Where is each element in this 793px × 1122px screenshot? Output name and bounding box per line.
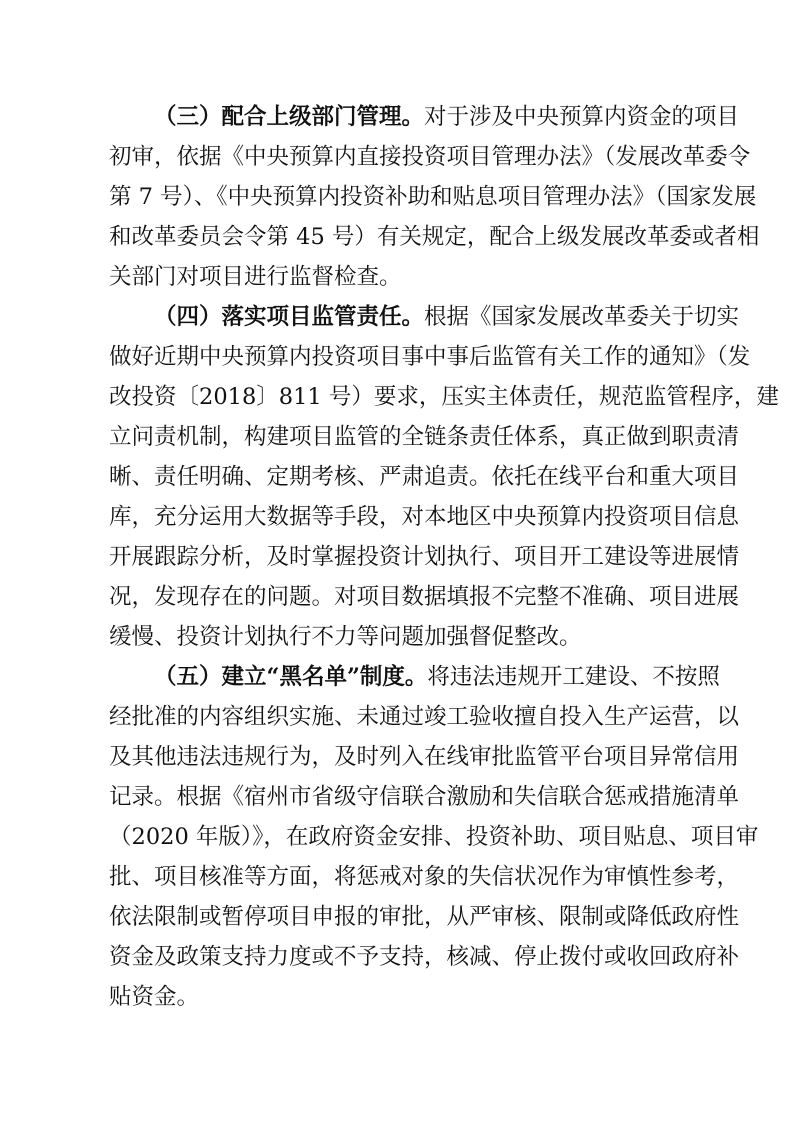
paragraph-line: （2020 年版）》，在政府资金安排、投资补助、项目贴息、项目审	[109, 824, 759, 850]
paragraph-line: 贴资金。	[109, 984, 200, 1010]
paragraph-line: 关部门对项目进行监督检查。	[109, 264, 402, 290]
paragraph-line: 库，充分运用大数据等手段，对本地区中央预算内投资项目信息	[109, 504, 740, 530]
paragraph-line: 初审，依据《中央预算内直接投资项目管理办法》（发展改革委令	[109, 144, 751, 170]
paragraph-line: 及其他违法违规行为，及时列入在线审批监管平台项目异常信用	[109, 744, 740, 770]
section-heading: （四）落实项目监管责任。	[154, 304, 425, 330]
paragraph-line: 批、项目核准等方面，将惩戒对象的失信状况作为审慎性参考，	[109, 864, 740, 890]
paragraph-line: 经批准的内容组织实施、未通过竣工验收擅自投入生产运营，以	[109, 704, 740, 730]
paragraph-text: 对于涉及中央预算内资金的项目	[424, 104, 740, 130]
paragraph-text: 根据《国家发展改革委关于切实	[424, 304, 740, 330]
paragraph-text: 将违法违规开工建设、不按照	[427, 664, 720, 690]
paragraph-line: 记录。根据《宿州市省级守信联合激励和失信联合惩戒措施清单	[109, 784, 740, 810]
paragraph-line	[154, 297, 740, 337]
paragraph-line: 况，发现存在的问题。对项目数据填报不完整不准确、项目进展	[109, 584, 740, 610]
paragraph-line: 立问责机制，构建项目监管的全链条责任体系，真正做到职责清	[109, 424, 740, 450]
paragraph-line: 做好近期中央预算内投资项目事中事后监管有关工作的通知》（发	[109, 344, 751, 370]
paragraph-line: 晰、责任明确、定期考核、严肃追责。依托在线平台和重大项目	[109, 464, 740, 490]
section-heading: （三）配合上级部门管理。	[154, 104, 425, 130]
paragraph-line: 依法限制或暂停项目申报的审批，从严审核、限制或降低政府性	[109, 904, 740, 930]
paragraph-line: 资金及政策支持力度或不予支持，核减、停止拨付或收回政府补	[109, 944, 740, 970]
paragraph-line: 缓慢、投资计划执行不力等问题加强督促整改。	[109, 624, 582, 650]
paragraph-line: 改投资〔2018〕811 号）要求，压实主体责任，规范监管程序，建	[109, 384, 779, 410]
section-heading: （五）建立“黑名单”制度。	[154, 664, 428, 690]
paragraph-line: 第 7 号）、《中央预算内投资补助和贴息项目管理办法》（国家发展	[109, 184, 757, 210]
paragraph-line: 和改革委员会令第 45 号）有关规定，配合上级发展改革委或者相	[109, 224, 760, 250]
paragraph-line	[154, 657, 720, 697]
paragraph-line: 开展跟踪分析，及时掌握投资计划执行、项目开工建设等进展情	[109, 544, 740, 570]
paragraph-line	[154, 97, 740, 137]
